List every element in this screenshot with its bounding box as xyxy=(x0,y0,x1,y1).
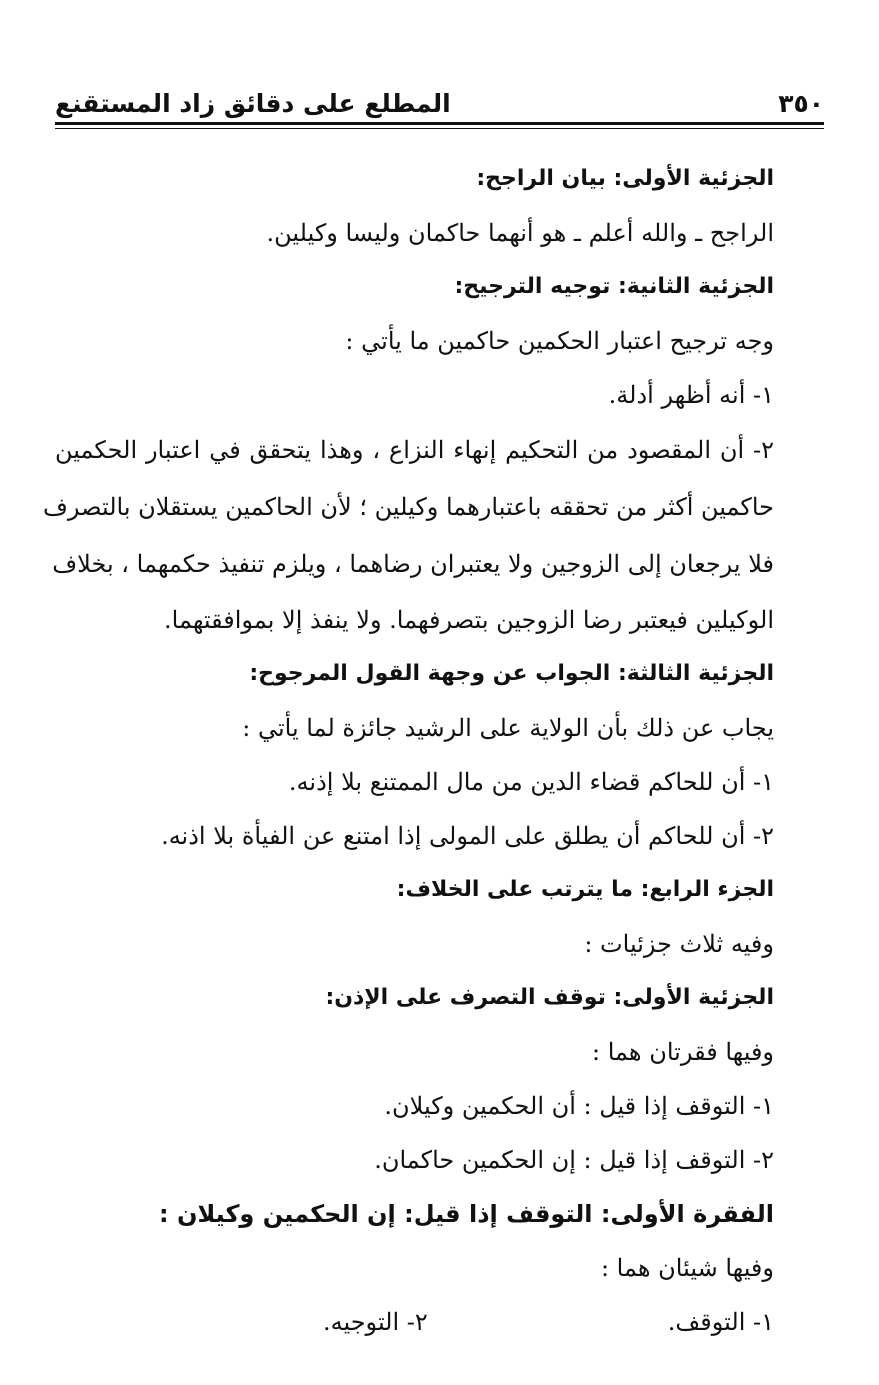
list-item: ٢- التوقف إذا قيل : إن الحكمين حاكمان. xyxy=(374,1146,774,1174)
section-heading: الجزئية الأولى: توقف التصرف على الإذن: xyxy=(325,985,774,1010)
page-body xyxy=(43,152,774,1349)
page-header xyxy=(55,78,824,118)
paragraph-line: وفيه ثلاث جزئيات : xyxy=(584,930,774,958)
list-item: ٢- أن للحاكم أن يطلق على المولى إذا امتنع عن الفيأة بلا اذنه. xyxy=(161,822,774,850)
paragraph-line: فلا يرجعان إلى الزوجين ولا يعتبران رضاهما ، ويلزم تنفيذ حكمهما ، بخلاف xyxy=(52,550,774,578)
paragraph-line: وجه ترجيح اعتبار الحكمين حاكمين ما يأتي : xyxy=(345,327,774,355)
paragraph-line: الراجح ـ والله أعلم ـ هو أنهما حاكمان وليسا وكيلين. xyxy=(266,219,774,247)
header-rule xyxy=(55,122,824,129)
list-item: ١- أن للحاكم قضاء الدين من مال الممتنع بلا إذنه. xyxy=(288,768,774,796)
list-item: ٢- التوجيه. xyxy=(322,1308,428,1336)
list-item: ٢- أن المقصود من التحكيم إنهاء النزاع ، وهذا يتحقق في اعتبار الحكمين xyxy=(55,436,774,464)
section-heading: الجزئية الأولى: بيان الراجح: xyxy=(476,166,774,191)
list-row xyxy=(55,1295,774,1349)
paragraph-line: يجاب عن ذلك بأن الولاية على الرشيد جائزة لما يأتي : xyxy=(242,714,774,742)
list-item: ١- التوقف إذا قيل : أن الحكمين وكيلان. xyxy=(384,1092,774,1120)
book-title: المطلع على دقائق زاد المستقنع xyxy=(55,89,451,118)
list-item: ١- أنه أظهر أدلة. xyxy=(608,381,774,409)
paragraph-line: الوكيلين فيعتبر رضا الزوجين بتصرفهما. ولا ينفذ إلا بموافقتهما. xyxy=(164,606,774,634)
section-heading: الجزء الرابع: ما يترتب على الخلاف: xyxy=(396,877,774,902)
list-item: ١- التوقف. xyxy=(667,1308,774,1336)
paragraph-line: وفيها فقرتان هما : xyxy=(592,1038,774,1066)
paragraph-line: حاكمين أكثر من تحققه باعتبارهما وكيلين ؛ لأن الحاكمين يستقلان بالتصرف xyxy=(43,493,774,521)
page-number: ٣٥٠ xyxy=(778,89,824,118)
section-heading: الجزئية الثالثة: الجواب عن وجهة القول المرجوح: xyxy=(249,661,774,686)
section-heading: الجزئية الثانية: توجيه الترجيح: xyxy=(454,274,774,299)
paragraph-line: وفيها شيئان هما : xyxy=(600,1254,774,1282)
section-heading: الفقرة الأولى: التوقف إذا قيل: إن الحكمين وكيلان : xyxy=(159,1200,774,1228)
